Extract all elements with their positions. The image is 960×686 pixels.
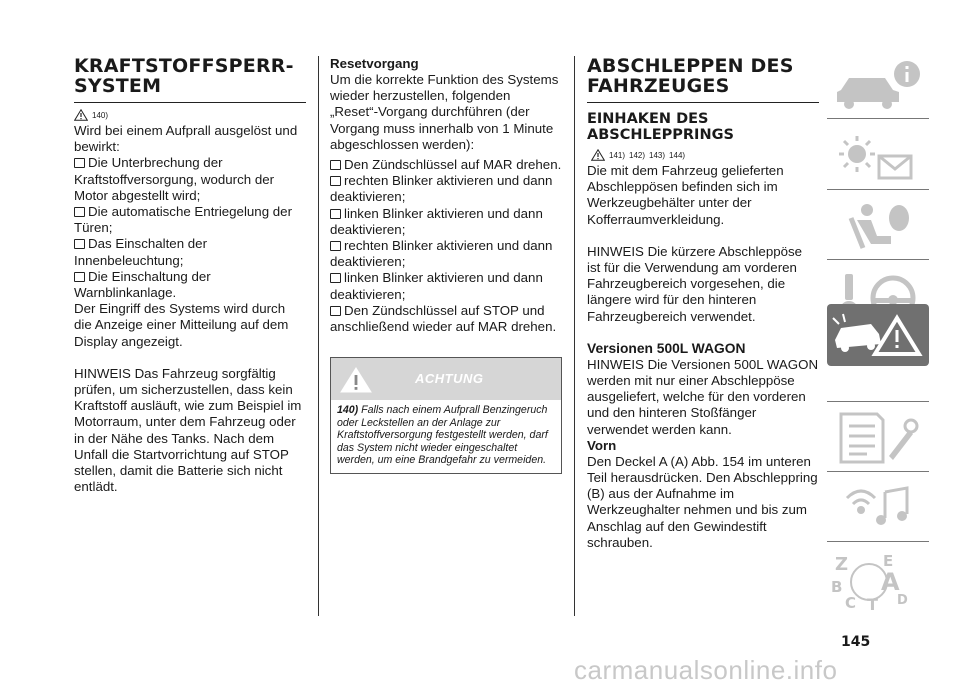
index-letter: C xyxy=(845,594,857,612)
subsection-title-towing-ring: EINHAKEN DES ABSCHLEPPRINGS xyxy=(587,111,734,143)
list-item: Den Zündschlüssel auf MAR drehen. xyxy=(330,157,562,173)
warning-heading: ACHTUNG xyxy=(415,371,484,387)
index-letters-icon xyxy=(827,546,929,612)
bullet-icon xyxy=(74,239,85,249)
hinweis-text: HINWEIS Das Fahrzeug sorgfältig prüfen, um sicherzustellen, dass kein Kraftstoff ausläuft, wie zum Beispiel im Motorraum, unter dem Fahrzeug oder in der Nähe des Tanks. Nach dem Unfall die Startvorrichtung auf STOP stellen, damit die Batterie sich nicht entlädt. xyxy=(74,365,302,495)
warning-triangle-icon xyxy=(591,149,605,161)
list-item: linken Blinker aktivieren und dann deaktivieren; xyxy=(330,205,543,237)
section-title-fuel-cutoff: KRAFTSTOFFSPERR-SYSTEM xyxy=(74,56,306,103)
hinweis-text: HINWEIS Die kürzere Abschleppöse ist für die Verwendung am vorderen Fahrzeugbereich vorgesehen, die längere wird für den hinteren Fahrzeugbereich verwendet. xyxy=(587,243,803,324)
towing-eyes-text: Die mit dem Fahrzeug gelieferten Abschleppösen befinden sich im Werkzeugbehälter unter der Kofferraumverkleidung. xyxy=(587,163,784,227)
vorn-text: Den Deckel A (A) Abb. 154 im unteren Teil herausdrücken. Den Abschleppring (B) aus der Aufnahme im Werkzeughalter nehmen und bis zum Anschlag auf den Gewindestift schrauben. xyxy=(587,453,818,550)
page-number: 145 xyxy=(841,634,871,650)
warning-ref-num: 144) xyxy=(669,151,686,160)
bullet-icon xyxy=(74,207,85,217)
bullet-icon xyxy=(330,209,341,219)
warning-text: Falls nach einem Aufprall Benzingeruch oder Leckstellen an der Anlage zur Kraftstoffversorgung festgestellt werden, darf das System nicht wieder eingeschaltet werden, um eine Brandgefahr zu vermeiden. xyxy=(337,404,548,467)
list-item: rechten Blinker aktivieren und dann deaktivieren; xyxy=(330,173,553,205)
warning-number: 140) xyxy=(337,404,359,417)
watermark: carmanualsonline.info xyxy=(574,655,838,685)
chapter-tab-emergency[interactable] xyxy=(827,304,929,366)
chapter-sidebar xyxy=(827,56,929,612)
multimedia-icon xyxy=(827,478,929,538)
chapter-tab-dashboard[interactable] xyxy=(827,56,929,116)
warning-triangle-icon xyxy=(339,366,373,394)
chapter-tab-maintenance[interactable] xyxy=(827,408,929,468)
warning-ref-num: 140) xyxy=(92,111,109,120)
warning-ref-num: 142) xyxy=(629,151,646,160)
list-item: Die automatische Entriegelung der Türen; xyxy=(74,204,293,236)
subtitle-reset: Resetvorgang xyxy=(330,56,419,71)
warning-header xyxy=(331,358,561,400)
subtitle-vorn: Vorn xyxy=(587,437,617,453)
warning-lights-icon xyxy=(827,126,929,186)
index-letter: B xyxy=(831,578,843,596)
column-divider xyxy=(318,56,319,616)
bullet-icon xyxy=(330,241,341,251)
index-letter: T xyxy=(867,595,878,612)
reset-steps-list xyxy=(330,157,562,335)
chapter-tab-safety[interactable] xyxy=(827,196,929,256)
reset-intro: Um die korrekte Funktion des Systems wieder herzustellen, folgenden „Reset“-Vorgang durchführen (der Vorgang muss innerhalb von 1 Minute abgeschlossen werden): xyxy=(330,72,559,152)
chapter-tab-index[interactable] xyxy=(827,546,929,612)
intro-text: Wird bei einem Aufprall ausgelöst und bewirkt: xyxy=(74,123,298,155)
display-message-text: Der Eingriff des Systems wird durch die Anzeige einer Mitteilung auf dem Display angezeigt. xyxy=(74,301,289,349)
list-item: Die Einschaltung der Warnblinkanlage. xyxy=(74,268,211,301)
warning-body xyxy=(331,400,561,473)
section-title-towing: ABSCHLEPPEN DES FAHRZEUGES xyxy=(587,56,819,103)
bullet-icon xyxy=(330,306,341,316)
list-item: Das Einschalten der Innenbeleuchtung; xyxy=(74,236,207,268)
emergency-car-icon xyxy=(827,304,929,366)
column-towing xyxy=(587,56,819,551)
list-item: rechten Blinker aktivieren und dann deaktivieren; xyxy=(330,238,553,270)
bullet-icon xyxy=(74,272,85,282)
warning-box xyxy=(330,357,562,474)
list-item: Den Zündschlüssel auf STOP und anschließend wieder auf MAR drehen. xyxy=(330,302,557,335)
warning-triangle-icon xyxy=(74,109,88,121)
warning-ref-num: 143) xyxy=(649,151,666,160)
versions-text: HINWEIS Die Versionen 500L WAGON werden mit nur einer Abschleppöse ausgeliefert, welche für den vorderen und den hinteren Stoßfänger verwendet werden kann. xyxy=(587,356,819,437)
chapter-tab-multimedia[interactable] xyxy=(827,478,929,538)
warning-ref xyxy=(74,109,306,121)
index-letter: E xyxy=(883,552,894,570)
bullet-icon xyxy=(330,176,341,186)
airbag-seat-icon xyxy=(827,196,929,256)
bullet-icon xyxy=(330,273,341,283)
index-letter: Z xyxy=(835,554,849,575)
list-item: linken Blinker aktivieren und dann deaktivieren; xyxy=(330,270,543,302)
index-letter: D xyxy=(897,593,908,608)
column-divider xyxy=(574,56,575,616)
list-item: Die Unterbrechung der Kraftstoffversorgung, wodurch der Motor abgestellt wird; xyxy=(74,155,275,203)
bullet-icon xyxy=(74,158,85,168)
index-letter: A xyxy=(881,568,900,596)
warning-refs xyxy=(591,149,819,161)
warning-ref-num: 141) xyxy=(609,151,626,160)
column-reset xyxy=(330,56,562,474)
subtitle-versions: Versionen 500L WAGON xyxy=(587,340,746,356)
column-fuel-cutoff xyxy=(74,56,306,495)
bullet-list xyxy=(74,155,306,301)
maintenance-list-icon xyxy=(827,408,929,468)
car-info-icon xyxy=(827,56,929,116)
bullet-icon xyxy=(330,160,341,170)
chapter-tab-warning-lights[interactable] xyxy=(827,126,929,186)
